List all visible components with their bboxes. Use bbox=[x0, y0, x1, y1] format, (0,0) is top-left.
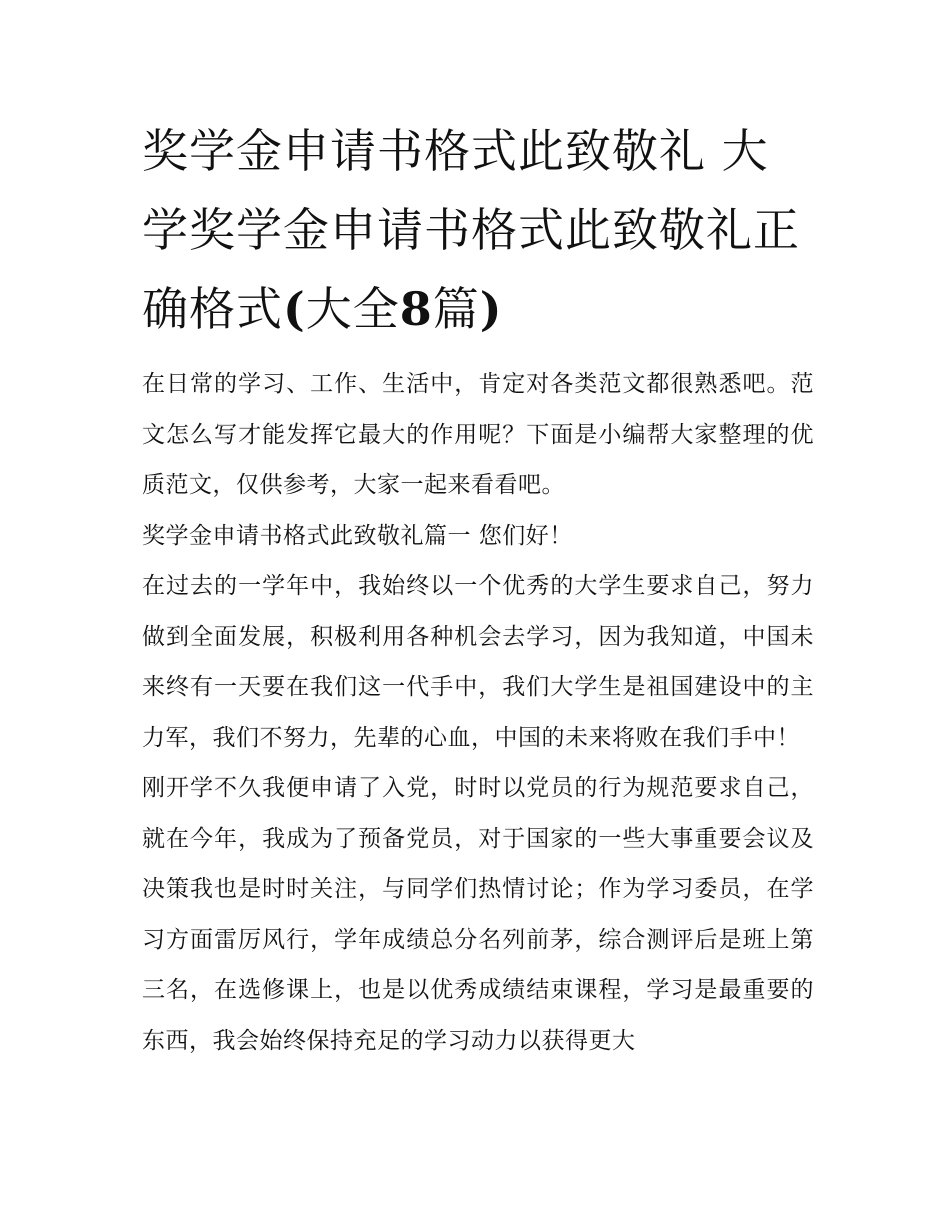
document-page bbox=[142, 112, 814, 1066]
paragraph-section-heading: 奖学金申请书格式此致敬礼篇一 您们好！ bbox=[142, 522, 573, 549]
document-title: 奖学金申请书格式此致敬礼 大学奖学金申请书格式此致敬礼正确格式(大全8篇) bbox=[142, 124, 800, 336]
paragraph-body-2: 刚开学不久我便申请了入党，时时以党员的行为规范要求自己，就在今年，我成为了预备党员，对于国家的一些大事重要会议及决策我也是时时关注，与同学们热情讨论；作为学习委员，在学习方面雷厉风行，学年成绩总分名列前茅，综合测评后是班上第三名，在选修课上，也是以优秀成绩结束课程，学习是最重要的东西，我会始终保持充足的学习动力以获得更大 bbox=[142, 775, 814, 1054]
paragraph-body-1: 在过去的一学年中，我始终以一个优秀的大学生要求自己，努力做到全面发展，积极利用各种机会去学习，因为我知道，中国未来终有一天要在我们这一代手中，我们大学生是祖国建设中的主力军，我们不努力，先辈的心血，中国的未来将败在我们手中！ bbox=[142, 573, 814, 751]
paragraph-intro: 在日常的学习、工作、生活中，肯定对各类范文都很熟悉吧。范文怎么写才能发挥它最大的作用呢？下面是小编帮大家整理的优质范文，仅供参考，大家一起来看看吧。 bbox=[142, 371, 814, 498]
